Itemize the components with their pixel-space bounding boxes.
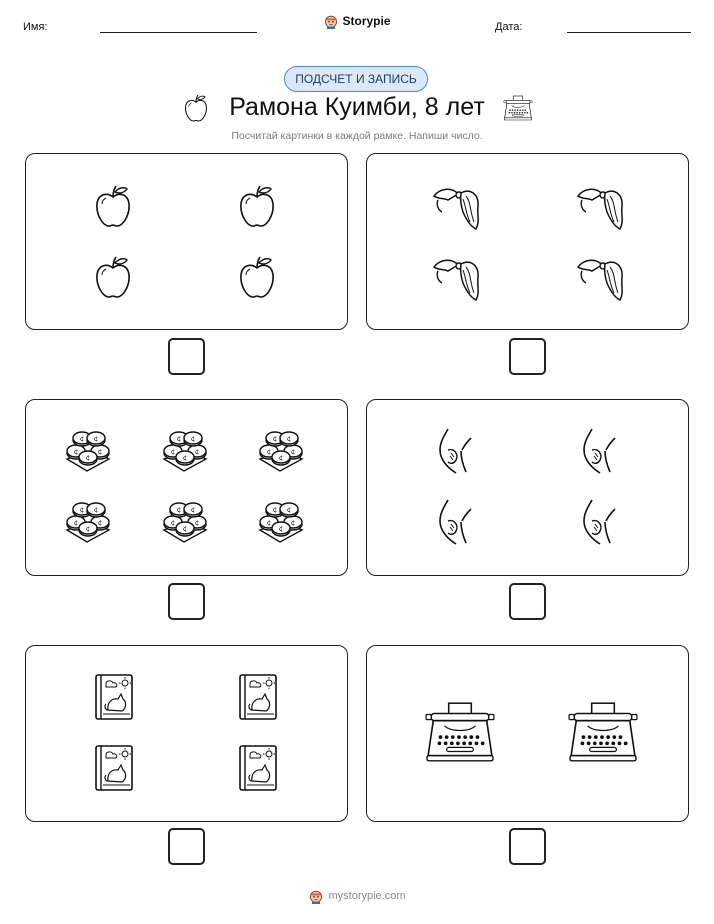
coins-icon: [160, 427, 210, 473]
ponytail-icon: [430, 253, 484, 303]
ponytail-icon: [574, 253, 628, 303]
typewriter-icon: [424, 701, 496, 763]
apple-icon: [93, 183, 133, 229]
knee-icon: [434, 497, 474, 547]
ponytail-icon: [430, 182, 484, 232]
answer-box[interactable]: [509, 583, 546, 620]
answer-box[interactable]: [509, 828, 546, 865]
count-card-coins: [25, 399, 348, 576]
typewriter-icon: [503, 95, 533, 121]
brand: [0, 13, 714, 34]
count-card-knees: [366, 399, 689, 576]
storypie-logo-icon: [323, 13, 339, 29]
book-icon: [92, 672, 136, 722]
book-icon: [236, 743, 280, 793]
storypie-logo-icon: [308, 888, 324, 904]
instructions: Посчитай картинки в каждой рамке. Напиши число.: [231, 130, 483, 142]
ponytail-icon: [574, 182, 628, 232]
answer-box[interactable]: [168, 828, 205, 865]
book-icon: [236, 672, 280, 722]
coins-icon: [63, 427, 113, 473]
coins-icon: [256, 427, 306, 473]
count-card-ponytails: [366, 153, 689, 330]
apple-icon: [237, 183, 277, 229]
apple-icon: [183, 93, 209, 123]
count-card-typewriters: [366, 645, 689, 822]
brand-name: Storypie: [342, 14, 391, 28]
knee-icon: [578, 426, 618, 476]
book-icon: [92, 743, 136, 793]
apple-icon: [93, 254, 133, 300]
knee-icon: [434, 426, 474, 476]
count-card-apples: [25, 153, 348, 330]
date-field[interactable]: [567, 32, 691, 33]
coins-icon: [160, 498, 210, 544]
activity-badge: ПОДСЧЕТ И ЗАПИСЬ: [284, 66, 428, 92]
coins-icon: [256, 498, 306, 544]
name-label: Имя:: [23, 21, 48, 33]
coins-icon: [63, 498, 113, 544]
answer-box[interactable]: [509, 338, 546, 375]
answer-box[interactable]: [168, 583, 205, 620]
page-title: Рамона Куимби, 8 лет: [229, 93, 485, 121]
footer: [0, 888, 714, 909]
knee-icon: [578, 497, 618, 547]
typewriter-icon: [567, 701, 639, 763]
footer-url: mystorypie.com: [328, 890, 406, 902]
answer-box[interactable]: [168, 338, 205, 375]
date-label: Дата:: [495, 21, 523, 33]
apple-icon: [237, 254, 277, 300]
count-card-books: [25, 645, 348, 822]
